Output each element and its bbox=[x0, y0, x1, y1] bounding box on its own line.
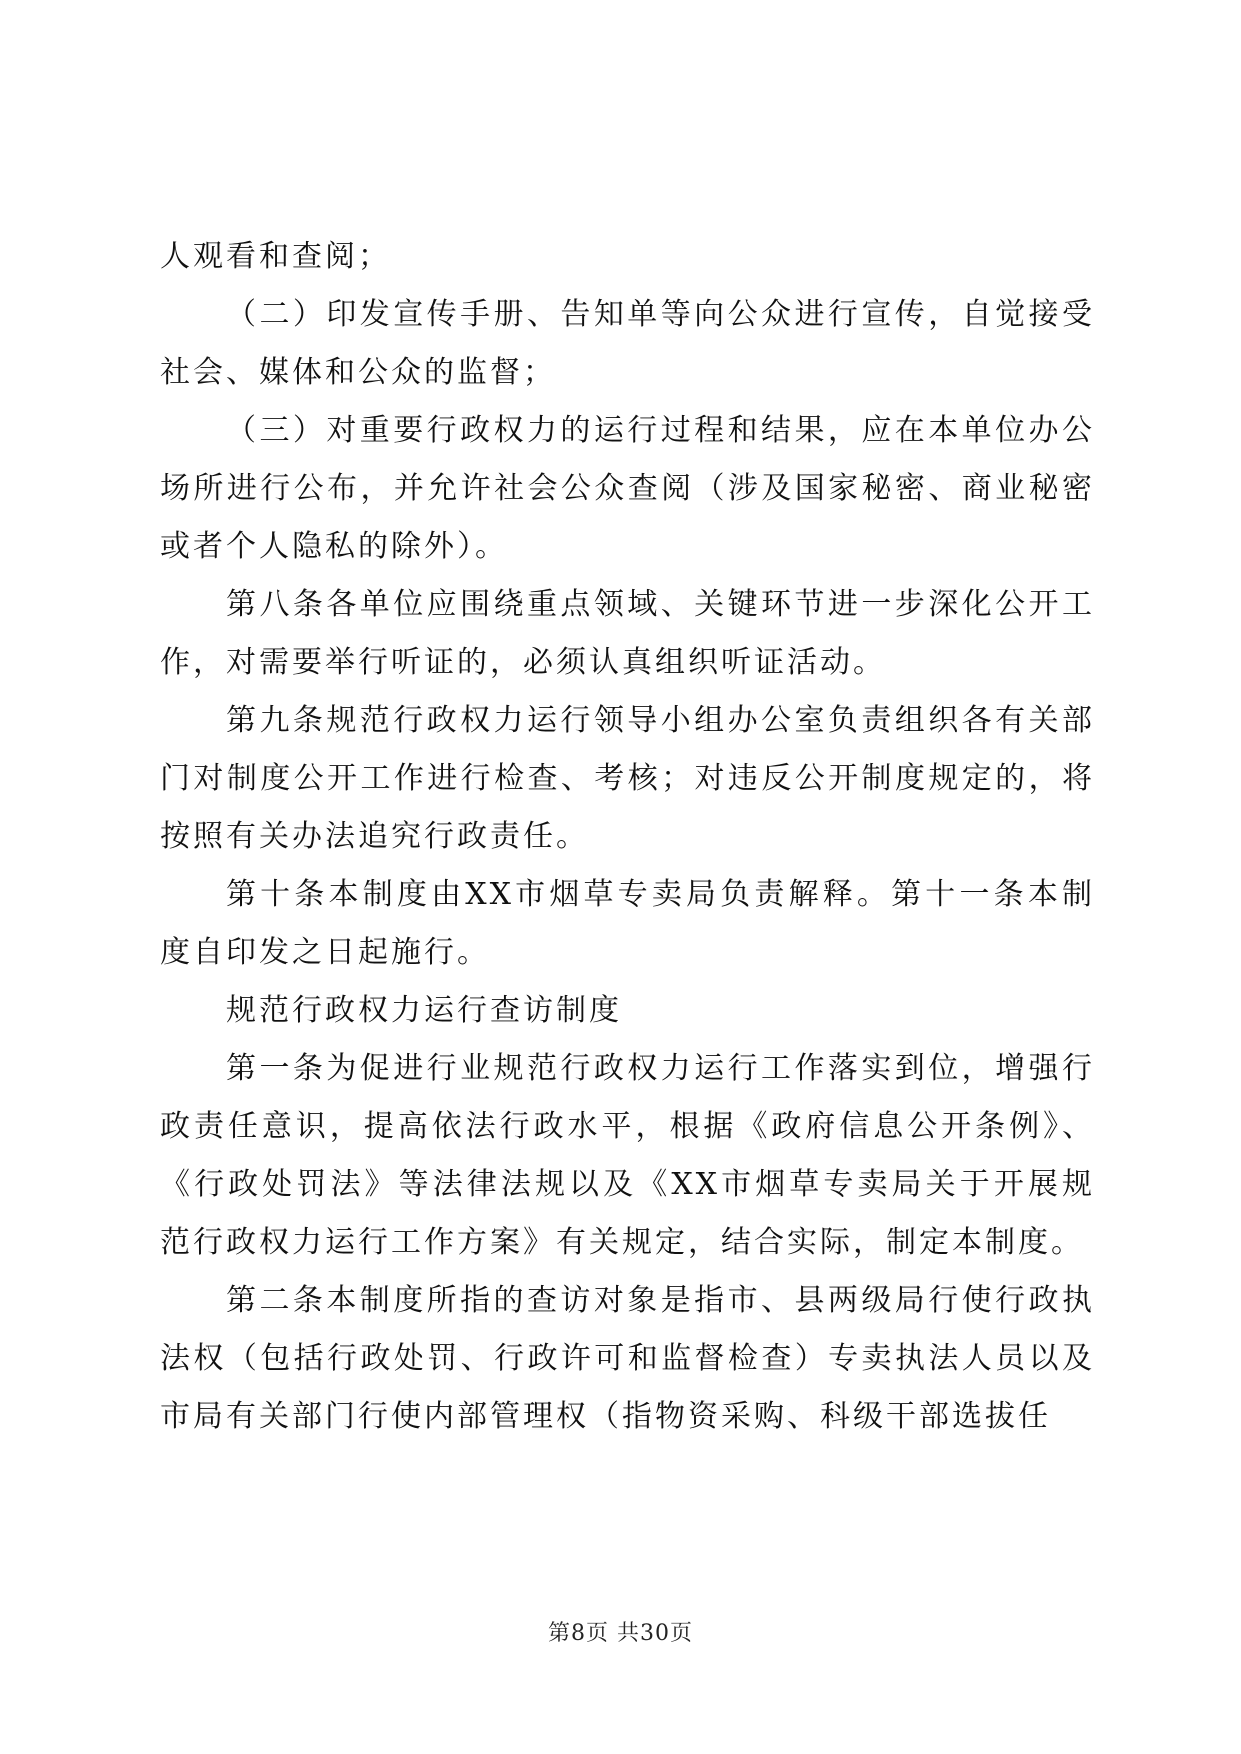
section-heading: 规范行政权力运行查访制度 bbox=[226, 993, 622, 1028]
paragraph-article-8: 第八条各单位应围绕重点领域、关键环节进一步深化公开工作，对需要举行听证的，必须认真组织听证活动。 bbox=[160, 587, 1095, 680]
paragraph-article-1: 第一条为促进行业规范行政权力运行工作落实到位，增强行政责任意识，提高依法行政水平，根据《政府信息公开条例》、《行政处罚法》等法律法规以及《XX市烟草专卖局关于开展规范行政权力运行工作方案》有关规定，结合实际，制定本制度。 bbox=[160, 1051, 1095, 1260]
paragraph-item-3: （三）对重要行政权力的运行过程和结果，应在本单位办公场所进行公布，并允许社会公众查阅（涉及国家秘密、商业秘密或者个人隐私的除外）。 bbox=[160, 413, 1095, 564]
page-number-footer: 第8页 共30页 bbox=[548, 1621, 693, 1646]
paragraph-article-9: 第九条规范行政权力运行领导小组办公室负责组织各有关部门对制度公开工作进行检查、考核；对违反公开制度规定的，将按照有关办法追究行政责任。 bbox=[160, 703, 1095, 854]
document-body bbox=[160, 228, 1095, 1446]
paragraph-article-10-11: 第十条本制度由XX市烟草专卖局负责解释。第十一条本制度自印发之日起施行。 bbox=[160, 877, 1095, 970]
paragraph-continued-item: 人观看和查阅； bbox=[160, 239, 391, 274]
paragraph-item-2: （二）印发宣传手册、告知单等向公众进行宣传，自觉接受社会、媒体和公众的监督； bbox=[160, 297, 1095, 390]
paragraph-article-2: 第二条本制度所指的查访对象是指市、县两级局行使行政执法权（包括行政处罚、行政许可和监督检查）专卖执法人员以及市局有关部门行使内部管理权（指物资采购、科级干部选拔任 bbox=[160, 1283, 1095, 1434]
